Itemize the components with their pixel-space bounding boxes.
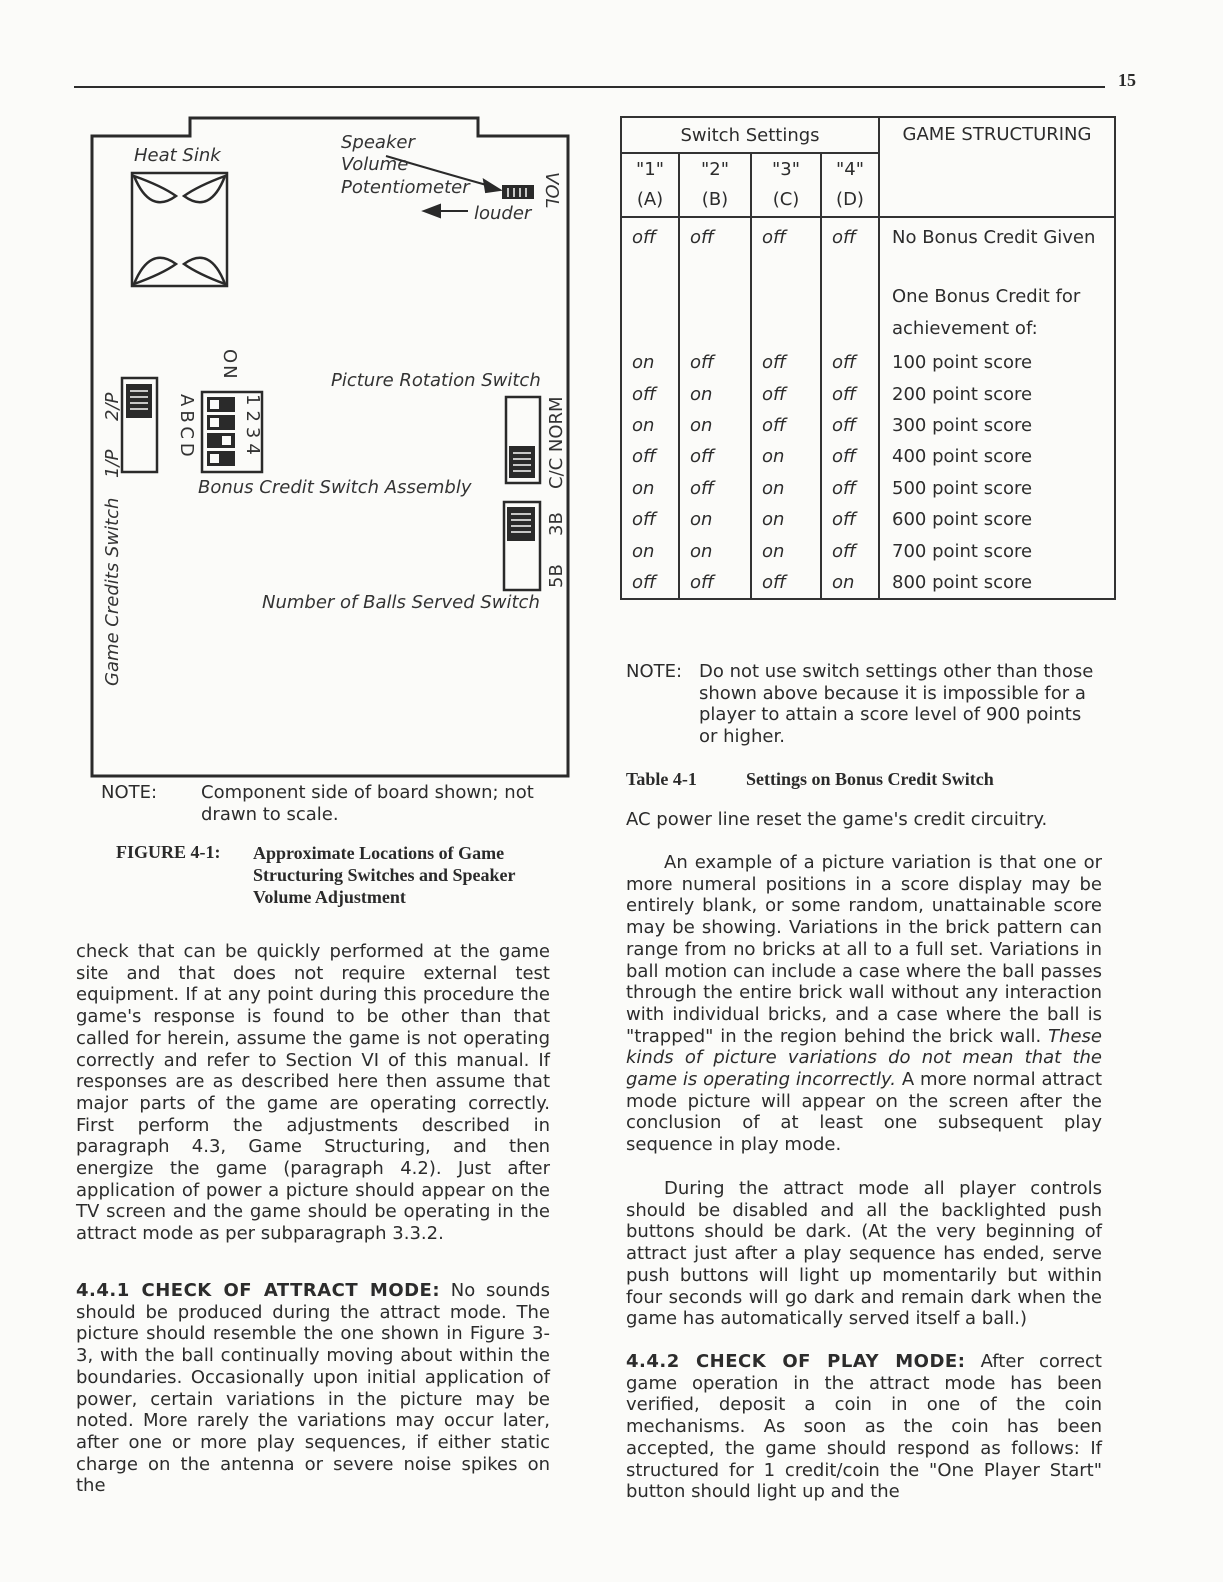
figure-board [0,0,600,790]
label-bonus-credit-assembly: Bonus Credit Switch Assembly [198,477,472,498]
label-louder: louder [474,203,532,224]
label-abcd: ABCD [176,394,197,461]
left-paragraph-1: check that can be quickly performed at the game site and that does not require external test equipment. If at any point during this procedure the game's response is found to be other than that called for herein, assume the game is not operating correctly and refer to Section VI of this manual. If responses are as described here then assume that major parts of the game are operating correctly. First perform the adjustments described in paragraph 4.3, Game Structuring, and then energize the game (paragraph 4.2). Just after application of power a picture should appear on the TV screen and the game should be operating in the attract mode as per subparagraph 3.3.2. [76,941,550,1245]
right-paragraph-2: During the attract mode all player controls should be disabled and all the backlighted push buttons should be dark. (At the very beginning of attract just after a play sequence has ended, serve push buttons will light up momentarily but within four seconds will go dark and remain dark when the game has automatically served itself a ball.) [626,1178,1102,1330]
table-col-2: "2" (B) [679,153,751,217]
switch-settings-table [620,116,1116,600]
board-outline-drawing [0,0,600,790]
table-row: on off on off 500 point score [621,473,1115,504]
table-note-text: Do not use switch settings other than those shown above because it is impossible for a player to attain a score level of 900 points or higher. [699,661,1094,747]
table-row: off on off off 200 point score [621,378,1115,409]
table-row: off off on off 400 point score [621,441,1115,472]
section-heading-4-4-2: 4.4.2 CHECK OF PLAY MODE: [626,1351,966,1372]
page-number: 15 [1118,70,1136,90]
table-caption-label: Table 4-1 [626,769,697,789]
label-game-credits-switch: Game Credits Switch [102,497,123,686]
table-col-4: "4" (D) [821,153,879,217]
label-heat-sink: Heat Sink [134,145,221,166]
table-row: on off off off 100 point score [621,347,1115,378]
table-row: off off off off No Bonus Credit Given [621,217,1115,257]
label-1p: 1/P [102,449,123,478]
table-note-label: NOTE: [626,661,683,682]
table-col-3: "3" (C) [751,153,821,217]
label-3b: 3B [546,512,567,536]
label-dip-numbers: 1234 [242,394,263,460]
figure-note-text: Component side of board shown; not drawn to scale. [201,782,534,825]
table-row: on on off off 300 point score [621,410,1115,441]
right-line-1: AC power line reset the game's credit circuitry. [626,809,1048,830]
figure-caption-text: Approximate Locations of Game Structuring Switches and Speaker Volume Adjustment [253,843,516,907]
label-5b: 5B [546,564,567,588]
table-row: on on on off 700 point score [621,535,1115,566]
volume-pot-icon [502,185,534,199]
label-vol: VOL [541,172,562,209]
table-row-intro: One Bonus Credit for achievement of: [621,257,1115,347]
table-header-game-structuring: GAME STRUCTURING [879,117,1115,217]
table-row: off off off on 800 point score [621,567,1115,599]
table-row: off on on off 600 point score [621,504,1115,535]
label-potentiometer: Potentiometer [341,177,470,198]
right-paragraph-3: 4.4.2 CHECK OF PLAY MODE: After correct game operation in the attract mode has been verified, deposit a coin in one of the coin mechanisms. As soon as the coin has been accepted, the game should respond as follows: If structured for 1 credit/coin the "One Player Start" button should light up and the [626,1351,1102,1503]
right-paragraph-1: An example of a picture variation is that one or more numeral positions in a score display may be entirely blank, or some random, unattainable score may be showing. Variations in the brick pattern can range from no bricks at all to a full set. Variations in ball motion can include a case where the ball passes through the entire brick wall without any interaction with individual bricks, and a case where the ball is "trapped" in the region behind the brick wall. These kinds of picture variations do not mean that the game is operating incorrectly. A more normal attract mode picture will appear on the screen after the conclusion of at least one subsequent play sequence in play mode. [626,852,1102,1156]
table-caption-text: Settings on Bonus Credit Switch [746,769,994,789]
label-picture-rotation: Picture Rotation Switch [331,370,541,391]
label-volume: Volume [341,154,409,175]
table-header-switch-settings: Switch Settings [621,117,879,153]
label-speaker: Speaker [341,132,415,153]
figure-caption-label: FIGURE 4-1: [116,842,221,862]
heat-sink-icon [132,173,227,286]
figure-note-label: NOTE: [101,782,158,803]
label-balls-served: Number of Balls Served Switch [262,592,540,613]
label-2p: 2/P [102,392,123,421]
table-col-1: "1" (A) [621,153,679,217]
section-heading-4-4-1: 4.4.1 CHECK OF ATTRACT MODE: [76,1280,441,1301]
label-cc-norm: C/C NORM [546,396,567,489]
left-paragraph-2: 4.4.1 CHECK OF ATTRACT MODE: No sounds should be produced during the attract mode. The picture should resemble the one shown in Figure 3-3, with the ball continually moving about within the boundaries. Occasionally upon initial application of power, certain variations in the picture may be noted. More rarely the variations may occur later, after one or more play sequences, if either static charge on the antenna or severe noise spikes on the [76,1280,550,1497]
label-on: ON [219,349,240,381]
